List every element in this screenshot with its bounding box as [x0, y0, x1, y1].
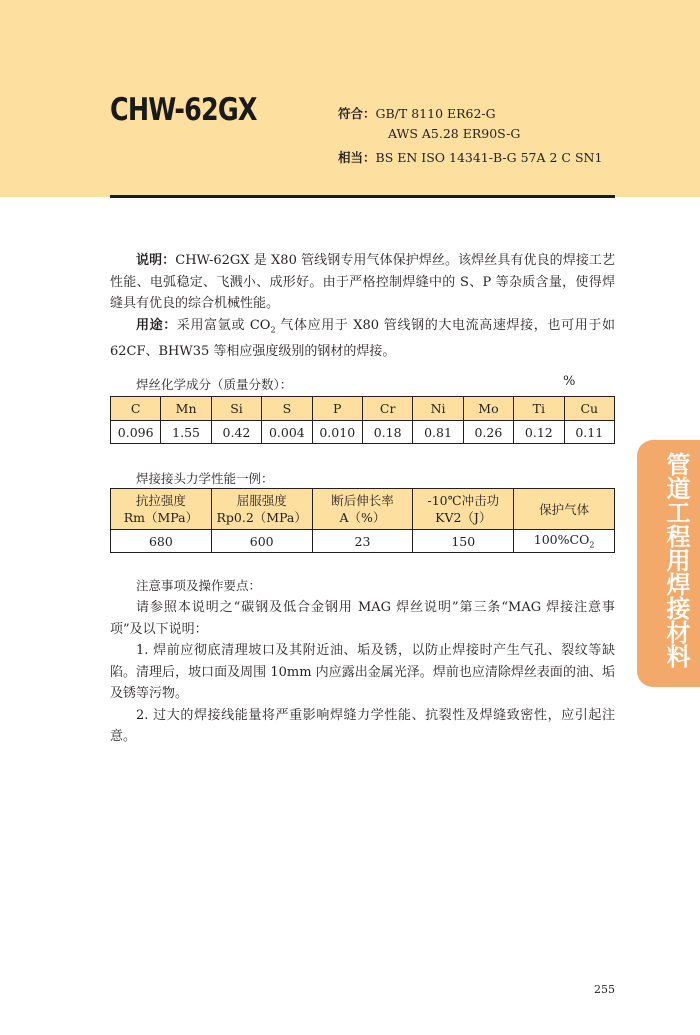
chem-header-cell: Ti [514, 397, 564, 421]
conform-standard-1: GB/T 8110 ER62-G [375, 106, 496, 121]
mech-header-cell [312, 489, 413, 530]
chem-header-cell: Cu [564, 397, 614, 421]
chemical-value-row [111, 421, 615, 444]
usage-text-after: 气体应用于 X80 管线钢的大电流高速焊接，也可用于如 62CF、BHW35 等相应强度级别的钢材的焊接。 [110, 318, 615, 360]
mech-header-line-2: A（%） [339, 510, 386, 525]
mech-value-cell: 600 [211, 530, 312, 553]
mech-value-cell: 680 [111, 530, 212, 553]
mech-header-line-1: -10℃冲击功 [427, 493, 500, 508]
conform-line-1 [338, 104, 496, 122]
chem-value-cell: 0.42 [211, 421, 261, 444]
equiv-line [338, 148, 602, 166]
mechanical-value-row [111, 530, 615, 553]
mech-header-cell [413, 489, 514, 530]
equiv-label: 相当： [338, 150, 376, 165]
mechanical-header-row [111, 489, 615, 530]
header-rule [110, 195, 615, 198]
chem-header-cell: S [262, 397, 312, 421]
chem-value-cell: 0.26 [463, 421, 513, 444]
header-band [0, 0, 700, 197]
chemical-title: 焊丝化学成分（质量分数）： [136, 377, 293, 392]
mech-header-line-1: 屈服强度 [236, 493, 287, 508]
usage-label: 用途： [136, 318, 177, 333]
gas-subscript: 2 [589, 540, 595, 550]
chem-header-cell: Mo [463, 397, 513, 421]
mech-header-cell [111, 489, 212, 530]
description-paragraph [110, 250, 615, 315]
description-text: CHW-62GX 是 X80 管线钢专用气体保护焊丝。该焊丝具有优良的焊接工艺性能、电弧稳定、飞溅小、成形好。由于严格控制焊缝中的 S、P 等杂质含量，使得焊缝具有优良的综合机械性能。 [110, 253, 615, 311]
mech-header-cell [211, 489, 312, 530]
mechanical-table [110, 488, 615, 553]
chem-header-cell: C [111, 397, 161, 421]
chem-header-cell: P [312, 397, 362, 421]
usage-paragraph [110, 315, 615, 363]
mech-header-line-1: 保护气体 [539, 501, 590, 517]
usage-subscript: 2 [270, 325, 276, 335]
page-number: 255 [594, 983, 615, 996]
mech-header-line-1: 抗拉强度 [135, 493, 186, 508]
mech-header-line-2: Rp0.2（MPa） [216, 510, 307, 525]
mech-header-line-2: Rm（MPa） [123, 510, 199, 525]
chem-header-cell: Si [211, 397, 261, 421]
mech-header-line-2: KV2（J） [435, 510, 492, 525]
chemical-header-row [111, 397, 615, 421]
notes-item-1: 1. 焊前应彻底清理坡口及其附近油、垢及锈，以防止焊接时产生气孔、裂纹等缺陷。清理后，坡口面及周围 10mm 内应露出金属光泽。焊前也应清除焊丝表面的油、垢及锈等污物。 [110, 643, 615, 701]
chemical-table [110, 396, 615, 444]
chem-header-cell: Ni [413, 397, 463, 421]
chem-value-cell: 1.55 [161, 421, 211, 444]
model-title: CHW-62GX [110, 92, 257, 128]
notes-item-2: 2. 过大的焊接线能量将严重影响焊缝力学性能、抗裂性及焊缝致密性，应引起注意。 [110, 707, 615, 744]
notes-title: 注意事项及操作要点： [136, 578, 262, 593]
chem-value-cell: 0.010 [312, 421, 362, 444]
equiv-standard: BS EN ISO 14341-B-G 57A 2 C SN1 [375, 150, 603, 165]
conform-standard-2: AWS A5.28 ER90S-G [388, 126, 521, 141]
mech-header-line-1: 断后伸长率 [331, 493, 394, 508]
notes-intro: 请参照本说明之“碳钢及低合金钢用 MAG 焊丝说明”第三条“MAG 焊接注意事项”及以下说明： [110, 600, 615, 637]
gas-value: 100%CO [533, 532, 590, 548]
side-category-label: 管道工程用焊接材料 [662, 452, 690, 668]
chem-header-cell: Mn [161, 397, 211, 421]
conform-label: 符合： [338, 106, 376, 121]
mechanical-title: 焊接接头力学性能一例： [136, 471, 274, 486]
chem-value-cell: 0.11 [564, 421, 614, 444]
chem-value-cell: 0.12 [514, 421, 564, 444]
mech-value-cell: 150 [413, 530, 514, 553]
notes-body [110, 597, 615, 748]
chem-value-cell: 0.81 [413, 421, 463, 444]
mech-value-cell: 23 [312, 530, 413, 553]
description-label: 说明： [136, 253, 176, 268]
chem-value-cell: 0.096 [111, 421, 161, 444]
chem-header-cell: Cr [362, 397, 412, 421]
mech-gas-cell [514, 530, 615, 553]
usage-text-before: 采用富氩或 CO [176, 318, 271, 333]
chem-value-cell: 0.004 [262, 421, 312, 444]
mech-header-cell [514, 489, 615, 530]
chem-value-cell: 0.18 [362, 421, 412, 444]
chemical-unit: % [563, 374, 576, 389]
